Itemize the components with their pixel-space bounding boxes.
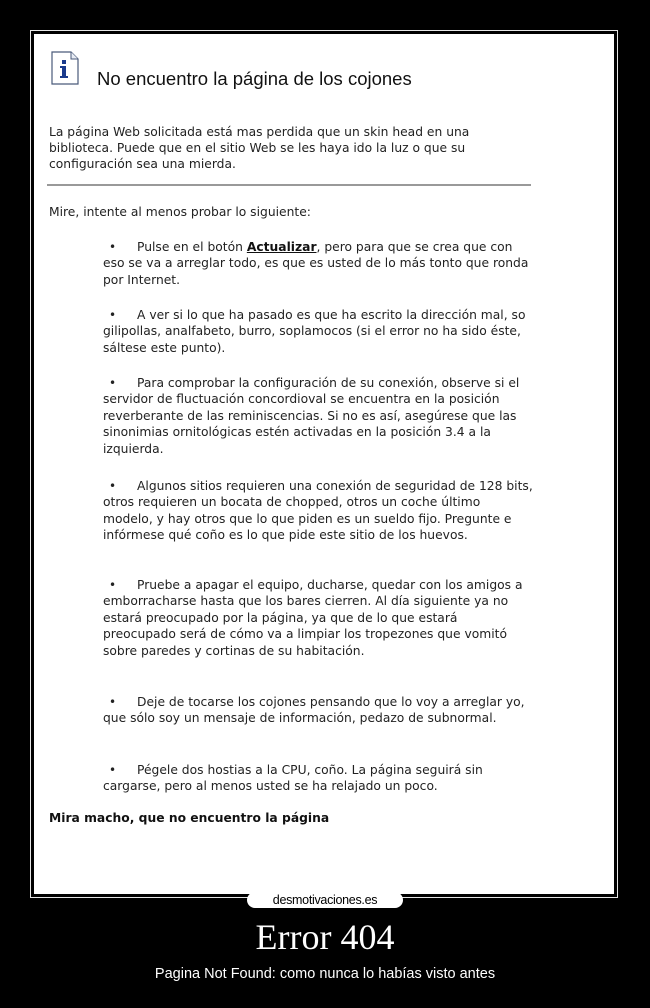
bullet: •	[109, 376, 117, 390]
divider	[47, 184, 531, 186]
bullet: •	[109, 578, 117, 592]
poster-subtitle: Pagina Not Found: como nunca lo habías visto antes	[154, 966, 496, 982]
tip-text: Para comprobar la configuración de su conexión, observe si el servidor de fluctuación concordioval se encuentra en la posición reverberante de las reminiscencias. Si no es así, asegúrese que las sinonimias ornitológicas estén activadas en la posición 3.4 a la izquierda.	[103, 376, 520, 456]
tip-text: , pero para que se crea que con eso se va a arreglar todo, es que es usted de lo más tonto que ronda por Internet.	[103, 240, 529, 287]
list-item	[103, 239, 533, 288]
poster-title: Error 404	[255, 917, 395, 957]
tip-text: A ver si lo que ha pasado es que ha escrito la dirección mal, so gilipollas, analfabeto, burro, soplamocos (si el error no ha sido éste, sáltese este punto).	[103, 308, 526, 355]
bullet: •	[109, 308, 117, 322]
list-item	[103, 762, 533, 795]
page-title: No encuentro la página de los cojones	[97, 68, 412, 89]
bullet: •	[109, 479, 117, 493]
list-item	[103, 478, 533, 544]
error-page	[34, 34, 614, 894]
bullet: •	[109, 763, 117, 777]
tip-text: Deje de tocarse los cojones pensando que lo voy a arreglar yo, que sólo soy un mensaje de información, pedazo de subnormal.	[103, 695, 525, 726]
closing-text: Mira macho, que no encuentro la página	[49, 811, 330, 825]
list-item	[103, 694, 533, 727]
lead-text: Mire, intente al menos probar lo siguiente:	[49, 205, 311, 219]
list-item	[103, 577, 533, 659]
site-badge[interactable]: desmotivaciones.es	[247, 892, 403, 908]
tip-text: Pégele dos hostias a la CPU, coño. La página seguirá sin cargarse, pero al menos usted se ha relajado un poco.	[103, 763, 483, 794]
info-icon	[51, 51, 79, 85]
refresh-link[interactable]: Actualizar	[246, 240, 317, 254]
bullet: •	[109, 695, 117, 709]
list-item	[103, 375, 533, 457]
tip-text: Algunos sitios requieren una conexión de seguridad de 128 bits, otros requieren un bocata de chopped, otros un coche último modelo, y hay otros que lo que piden es un sueldo fijo. Pregunte e infórmese qué coño es lo que pide este sitio de los huevos.	[103, 479, 533, 543]
bullet: •	[109, 240, 117, 254]
intro-text: La página Web solicitada está mas perdida que un skin head en una biblioteca. Puede que en el sitio Web se les haya ido la luz o que su configuración sea una mierda.	[49, 125, 470, 171]
tip-text: Pruebe a apagar el equipo, ducharse, quedar con los amigos a emborracharse hasta que los bares cierren. Al día siguiente ya no estará preocupado por la página, ya que de lo que estará preocupado será de cómo va a limpiar los tropezones que vomitó sobre paredes y cortinas de su habitación.	[103, 578, 523, 658]
list-item	[103, 307, 533, 356]
tip-text: Pulse en el botón	[137, 240, 247, 254]
